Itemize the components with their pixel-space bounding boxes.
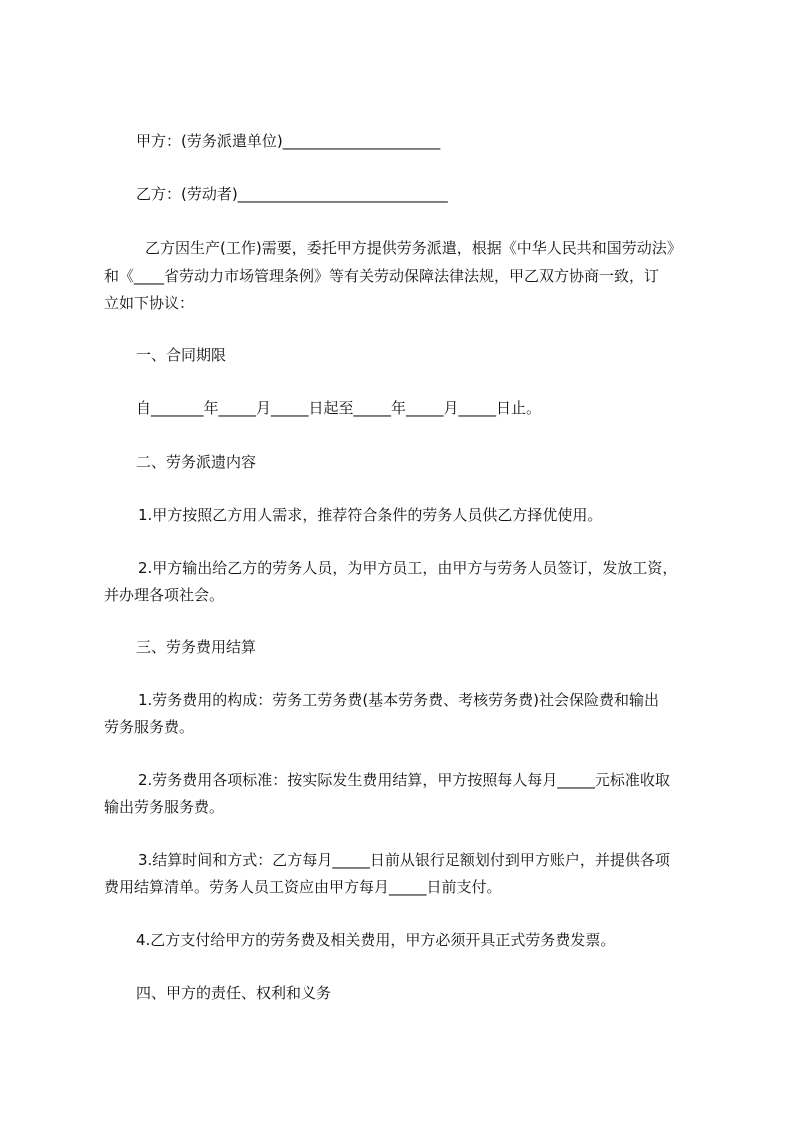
section-1-paragraph: 自_______年_____月_____日起至_____年_____月_____日止。 xyxy=(136,399,542,417)
party-b-line: 乙方：(劳动者)____________________________ xyxy=(136,185,448,203)
section-2-item-2-line-1: 2.甲方输出给乙方的劳务人员，为甲方员工，由甲方与劳务人员签订，发放工资， xyxy=(138,559,678,577)
section-2-heading: 二、劳务派遗内容 xyxy=(136,453,257,471)
party-a-line: 甲方：(劳务派遣单位)_____________________ xyxy=(136,132,441,150)
section-3-item-2-line-1: 2.劳务费用各项标准：按实际发生费用结算，甲方按照每人每月_____元标准收取 xyxy=(138,771,670,789)
section-3-item-3-line-1: 3.结算时间和方式：乙方每月_____日前从银行足额划付到甲方账户，并提供各项 xyxy=(138,851,670,869)
intro-paragraph-line-2: 和《____省劳动力市场管理条例》等有关劳动保障法律法规，甲乙双方协商一致，订 xyxy=(104,267,660,285)
section-3-item-1-line-1: 1.劳务费用的构成：劳务工劳务费(基本劳务费、考核劳务费)社会保险费和输出 xyxy=(138,691,660,709)
intro-paragraph-line-3: 立如下协议： xyxy=(104,294,195,312)
intro-paragraph-line-1: 乙方因生产(工作)需要，委托甲方提供劳务派遣，根据《中华人民共和国劳动法》 xyxy=(145,239,682,257)
section-3-item-2-line-2: 输出劳务服务费。 xyxy=(104,798,225,816)
section-2-item-2-line-2: 并办理各项社会。 xyxy=(104,586,225,604)
section-2-item-1: 1.甲方按照乙方用人需求，推荐符合条件的劳务人员供乙方择优使用。 xyxy=(138,506,603,524)
section-4-heading: 四、甲方的责任、权利和义务 xyxy=(136,984,332,1002)
section-3-item-4: 4.乙方支付给甲方的劳务费及相关费用，甲方必须开具正式劳务费发票。 xyxy=(136,931,616,949)
section-3-item-1-line-2: 劳务服务费。 xyxy=(104,718,195,736)
section-3-item-3-line-2: 费用结算清单。劳务人员工资应由甲方每月_____日前支付。 xyxy=(104,878,502,896)
section-3-heading: 三、劳务费用结算 xyxy=(136,638,257,656)
section-1-heading: 一、合同期限 xyxy=(136,346,227,364)
